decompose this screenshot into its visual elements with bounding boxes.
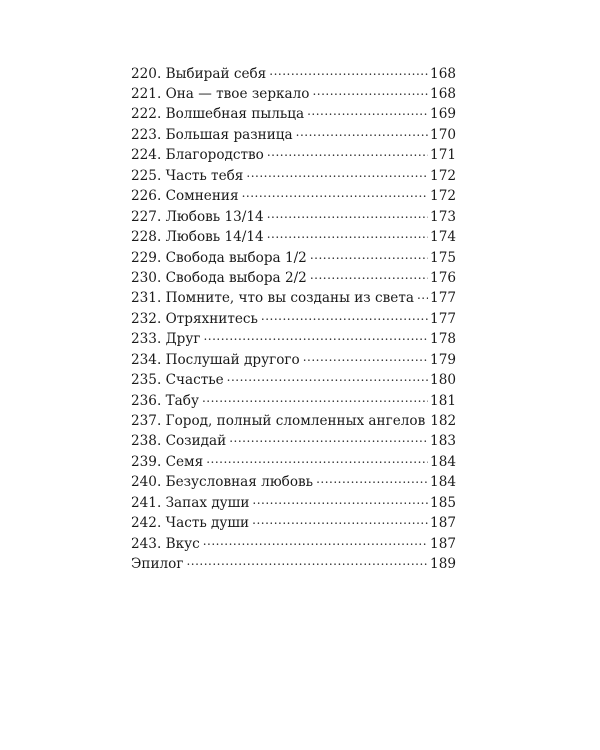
toc-entry [131,330,456,350]
toc-entry-page: 173 [430,208,456,225]
toc-entry [131,452,456,472]
toc-dot-leader [203,330,428,344]
toc-entry-title: 232. Отряхнитесь [131,310,258,327]
toc-entry-title: 237. Город, полный сломленных ангелов [131,413,426,430]
toc-entry-title: 228. Любовь 14/14 [131,229,264,246]
toc-entry [131,411,456,431]
toc-entry-page: 184 [430,474,456,491]
toc-entry-page: 177 [430,310,456,327]
toc-entry-page: 174 [430,229,456,246]
toc-dot-leader [242,187,428,201]
toc-dot-leader [267,228,428,242]
toc-entry-page: 171 [430,147,456,164]
toc-entry-title: 221. Она — твое зеркало [131,86,310,103]
toc-entry-page: 169 [430,106,456,123]
toc-entry-page: 172 [430,167,456,184]
toc-dot-leader [252,493,428,507]
toc-dot-leader [203,534,428,548]
toc-entry-page: 187 [430,535,456,552]
toc-entry [131,534,456,554]
toc-entry [131,248,456,268]
toc-entry [131,228,456,248]
toc-dot-leader [206,452,428,466]
toc-dot-leader [307,105,428,119]
toc-entry-title: Эпилог [131,556,184,573]
toc-entry-title: 235. Счастье [131,372,224,389]
toc-entry-page: 168 [430,86,456,103]
toc-entry-title: 227. Любовь 13/14 [131,208,264,225]
toc-entry-title: 231. Помните, что вы созданы из света [131,290,414,307]
toc-dot-leader [296,125,428,139]
toc-entry-page: 180 [430,372,456,389]
toc-entry [131,371,456,391]
toc-entry-title: 241. Запах души [131,494,250,511]
toc-entry [131,105,456,125]
toc-entry-page: 168 [430,65,456,82]
toc-dot-leader [229,432,428,446]
toc-entry-page: 177 [430,290,456,307]
toc-entry-page: 179 [430,351,456,368]
toc-entry [131,84,456,104]
toc-dot-leader [261,309,428,323]
toc-dot-leader [303,350,428,364]
toc-entry [131,350,456,370]
toc-entry [131,207,456,227]
toc-entry-page: 170 [430,126,456,143]
toc-entry [131,146,456,166]
toc-entry [131,391,456,411]
toc-dot-leader [267,146,428,160]
toc-entry-page: 187 [430,515,456,532]
toc-entry [131,268,456,288]
toc-dot-leader [246,166,428,180]
toc-entry-title: 233. Друг [131,331,201,348]
toc-entry [131,166,456,186]
toc-entry-title: 240. Безусловная любовь [131,474,314,491]
toc-entry-title: 223. Большая разница [131,126,293,143]
toc-entry-title: 225. Часть тебя [131,167,244,184]
toc-dot-leader [252,514,428,528]
toc-entry [131,473,456,493]
toc-entry-title: 242. Часть души [131,515,250,532]
toc-entry [131,64,456,84]
toc-entry-title: 234. Послушай другого [131,351,300,368]
toc-dot-leader [227,371,428,385]
toc-entry [131,289,456,309]
toc-entry [131,514,456,534]
toc-entry-page: 189 [430,556,456,573]
toc-entry-title: 220. Выбирай себя [131,65,267,82]
toc-entry-title: 224. Благородство [131,147,264,164]
toc-dot-leader [202,391,428,405]
toc-entry-page: 181 [430,392,456,409]
toc-entry-title: 243. Вкус [131,535,200,552]
toc-entry-page: 183 [430,433,456,450]
toc-entry [131,493,456,513]
toc-entry [131,125,456,145]
toc-dot-leader [312,84,428,98]
toc-entry-title: 239. Семя [131,453,204,470]
toc-entry-page: 185 [430,494,456,511]
toc-dot-leader [267,207,428,221]
toc-entry [131,187,456,207]
toc-entry-page: 175 [430,249,456,266]
toc-entry-page: 184 [430,453,456,470]
toc-dot-leader [417,289,428,303]
toc-entry [131,555,456,575]
toc-entry-page: 176 [430,269,456,286]
toc-entry-title: 236. Табу [131,392,199,409]
toc-dot-leader [310,248,428,262]
toc-entry-page: 172 [430,188,456,205]
toc-dot-leader [186,555,428,569]
toc-dot-leader [310,268,428,282]
toc-entry-page: 178 [430,331,456,348]
toc-entry-title: 226. Сомнения [131,188,239,205]
toc-entry-title: 238. Созидай [131,433,227,450]
toc-entry-title: 222. Волшебная пыльца [131,106,305,123]
toc-entry-title: 229. Свобода выбора 1/2 [131,249,307,266]
toc-dot-leader [269,64,428,78]
toc-dot-leader [316,473,428,487]
toc-entry-title: 230. Свобода выбора 2/2 [131,269,307,286]
toc-entry [131,309,456,329]
toc-entry [131,432,456,452]
toc-entry-page: 182 [430,413,457,430]
table-of-contents [131,64,456,575]
